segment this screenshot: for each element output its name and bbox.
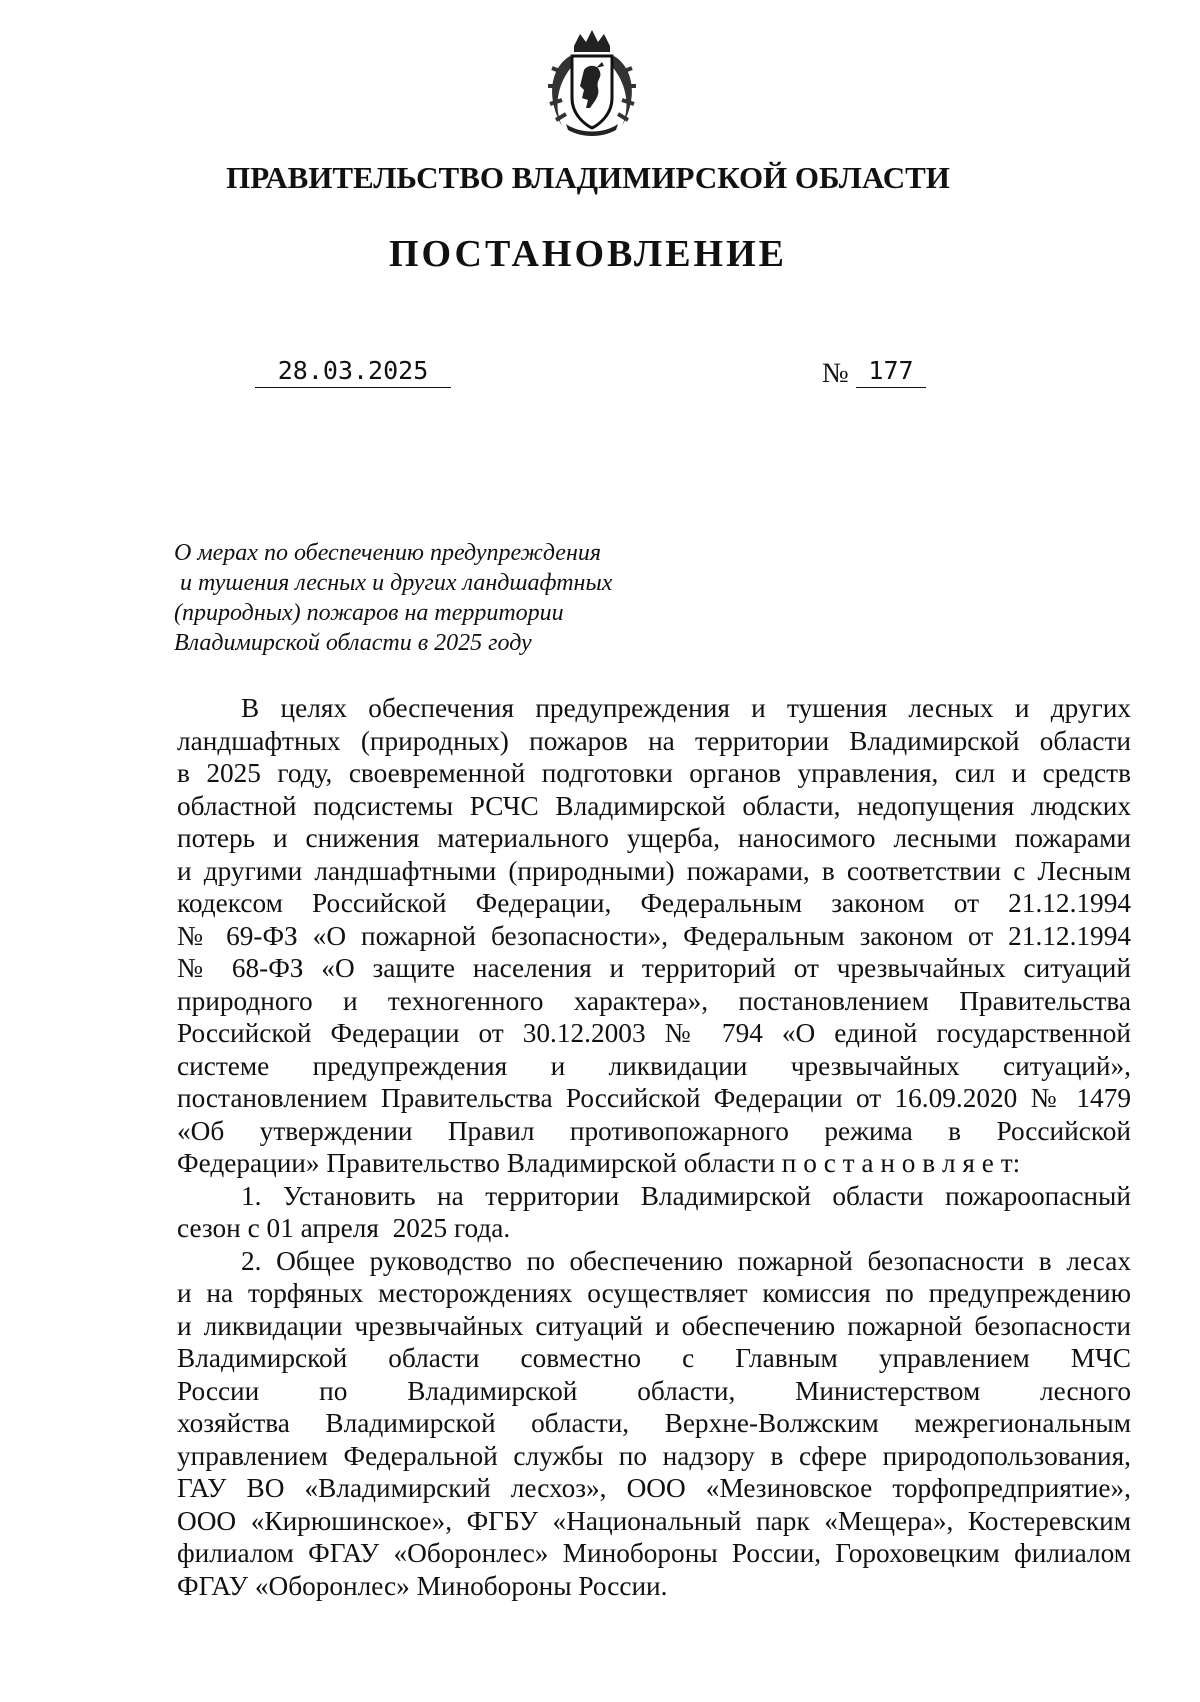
body-line: В целях обеспечения предупреждения и тушения лесных и других [241,693,1131,723]
subject-line: и тушения лесных и других ландшафтных [174,570,613,596]
document-body [177,692,1131,1602]
body-line: управлением Федеральной службы по надзору в сфере природопользования, [177,1440,1131,1471]
body-line: и на торфяных месторождениях осуществляет комиссия по предупреждению [177,1278,1131,1308]
body-line: в 2025 году, своевременной подготовки органов управления, сил и средств [177,758,1131,788]
document-date: 28.03.2025 [255,355,451,388]
body-line: и ликвидации чрезвычайных ситуаций и обеспечению пожарной безопасности [177,1310,1131,1341]
body-line: № 68-ФЗ «О защите населения и территорий от чрезвычайных ситуаций [177,953,1131,983]
subject-line: Владимирской области в 2025 году [174,630,532,656]
body-line: № 69-ФЗ «О пожарной безопасности», Федеральным законом от 21.12.1994 [177,920,1131,951]
body-line: системе предупреждения и ликвидации чрезвычайных ситуаций», [177,1050,1131,1081]
body-line: хозяйства Владимирской области, Верхне-Волжским межрегиональным [177,1408,1131,1438]
subject-line: (природных) пожаров на территории [174,600,564,626]
body-line: Федерации» Правительство Владимирской области п о с т а н о в л я е т: [177,1148,1021,1178]
body-line: филиалом ФГАУ «Оборонлес» Минобороны России, Гороховецким филиалом [177,1538,1131,1568]
body-line: областной подсистемы РСЧС Владимирской области, недопущения людских [177,790,1131,821]
document-number: 177 [856,355,926,388]
body-line: ФГАУ «Оборонлес» Минобороны России. [177,1570,668,1601]
document-type-title: ПОСТАНОВЛЕНИЕ [388,233,788,275]
coat-of-arms-icon [540,28,644,138]
body-line: кодексом Российской Федерации, Федеральным законом от 21.12.1994 [177,888,1131,918]
body-line: Владимирской области совместно с Главным управлением МЧС [177,1343,1131,1373]
body-line: ГАУ ВО «Владимирский лесхоз», ООО «Мезиновское торфопредприятие», [177,1473,1131,1503]
body-line: 1. Установить на территории Владимирской области пожароопасный [241,1180,1131,1211]
body-line: сезон с 01 апреля 2025 года. [177,1213,511,1243]
body-line: России по Владимирской области, Министерством лесного [177,1375,1131,1406]
subject-line: О мерах по обеспечению предупреждения [174,540,602,566]
body-line: «Об утверждении Правил противопожарного режима в Российской [177,1115,1131,1146]
body-line: потерь и снижения материального ущерба, наносимого лесными пожарами [177,823,1131,853]
body-line: ландшафтных (природных) пожаров на территории Владимирской области [177,725,1131,756]
organization-title: ПРАВИТЕЛЬСТВО ВЛАДИМИРСКОЙ ОБЛАСТИ [226,160,950,195]
body-line: ООО «Кирюшинское», ФГБУ «Национальный парк «Мещера», Костеревским [177,1505,1131,1536]
body-line: 2. Общее руководство по обеспечению пожарной безопасности в лесах [241,1245,1131,1276]
body-line: и другими ландшафтными (природными) пожарами, в соответствии с Лесным [177,855,1131,886]
body-line: постановлением Правительства Российской Федерации от 16.09.2020 № 1479 [177,1083,1131,1113]
number-label: № [822,358,849,389]
body-line: Российской Федерации от 30.12.2003 № 794 «О единой государственной [177,1018,1131,1048]
body-line: природного и техногенного характера», постановлением Правительства [177,985,1131,1016]
document-subject [174,538,734,658]
